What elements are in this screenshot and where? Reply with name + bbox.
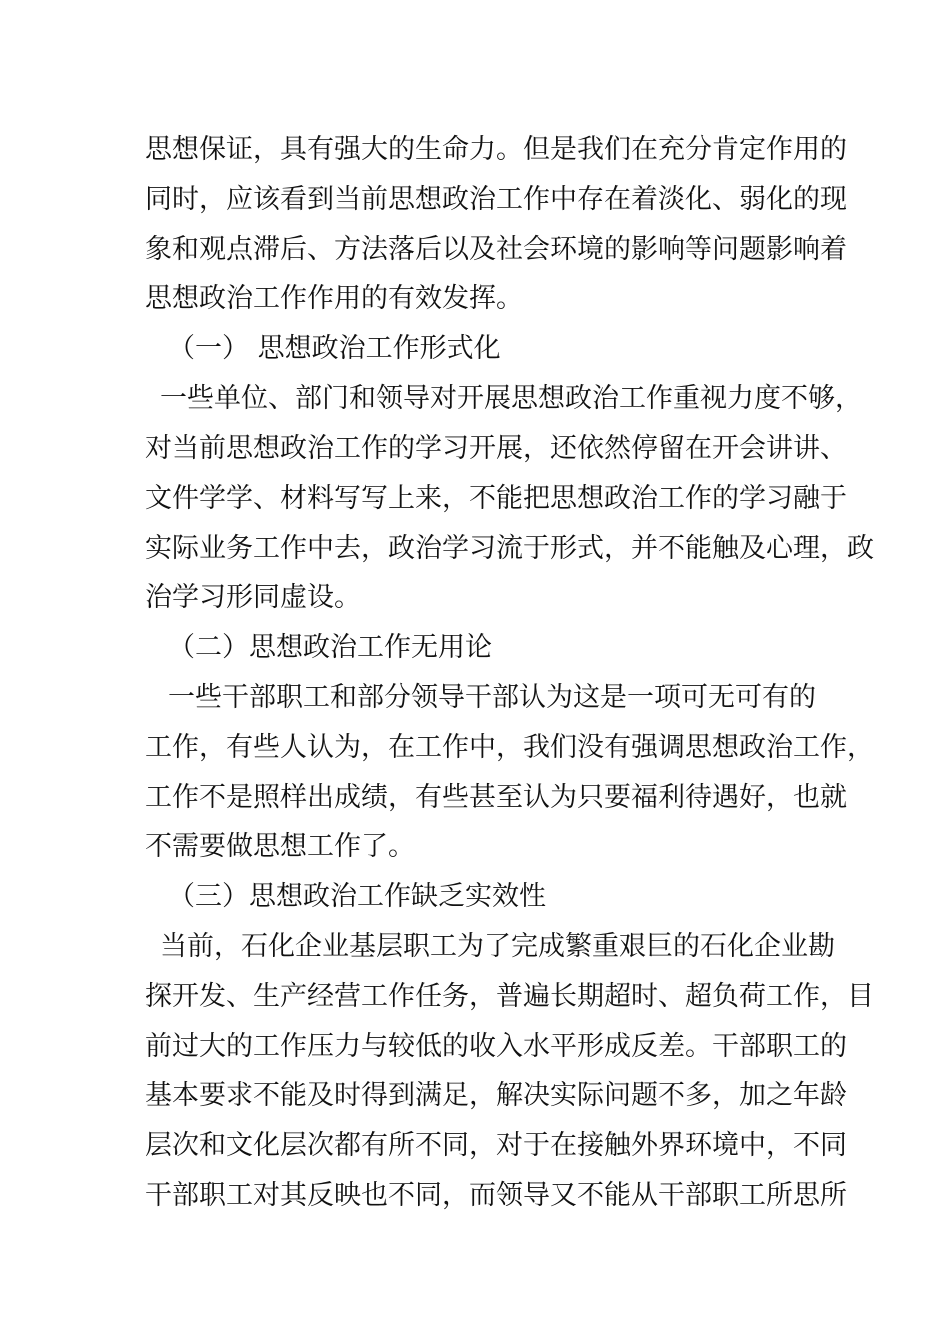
section-heading: （一） 思想政治工作形式化 — [168, 333, 501, 364]
text-line: 层次和文化层次都有所不同，对于在接触外界环境中，不同 — [145, 1130, 847, 1161]
text-line: 文件学学、材料写写上来，不能把思想政治工作的学习融于 — [145, 483, 847, 514]
text-line: 工作不是照样出成绩，有些甚至认为只要福利待遇好，也就 — [145, 782, 847, 813]
text-line: 干部职工对其反映也不同，而领导又不能从干部职工所思所 — [145, 1180, 847, 1211]
text-line: 不需要做思想工作了。 — [145, 831, 415, 862]
text-line: 对当前思想政治工作的学习开展，还依然停留在开会讲讲、 — [145, 433, 847, 464]
section-heading: （二）思想政治工作无用论 — [168, 632, 492, 663]
text-line: 基本要求不能及时得到满足，解决实际问题不多，加之年龄 — [145, 1080, 847, 1111]
text-line: 探开发、生产经营工作任务，普遍长期超时、超负荷工作，目 — [145, 981, 874, 1012]
text-line: 思想政治工作作用的有效发挥。 — [145, 283, 523, 314]
text-line: 治学习形同虚设。 — [145, 582, 361, 613]
text-line: 思想保证，具有强大的生命力。但是我们在充分肯定作用的 — [145, 134, 847, 165]
text-line: 同时，应该看到当前思想政治工作中存在着淡化、弱化的现 — [145, 184, 847, 215]
text-line: 当前，石化企业基层职工为了完成繁重艰巨的石化企业勘 — [160, 931, 835, 962]
text-line: 前过大的工作压力与较低的收入水平形成反差。干部职工的 — [145, 1031, 847, 1062]
section-heading: （三）思想政治工作缺乏实效性 — [168, 881, 546, 912]
text-line: 一些单位、部门和领导对开展思想政治工作重视力度不够， — [160, 383, 862, 414]
text-line: 一些干部职工和部分领导干部认为这是一项可无可有的 — [168, 682, 816, 713]
text-line: 象和观点滞后、方法落后以及社会环境的影响等问题影响着 — [145, 234, 847, 265]
text-line: 实际业务工作中去，政治学习流于形式，并不能触及心理，政 — [145, 533, 874, 564]
text-line: 工作，有些人认为，在工作中，我们没有强调思想政治工作， — [145, 732, 874, 763]
